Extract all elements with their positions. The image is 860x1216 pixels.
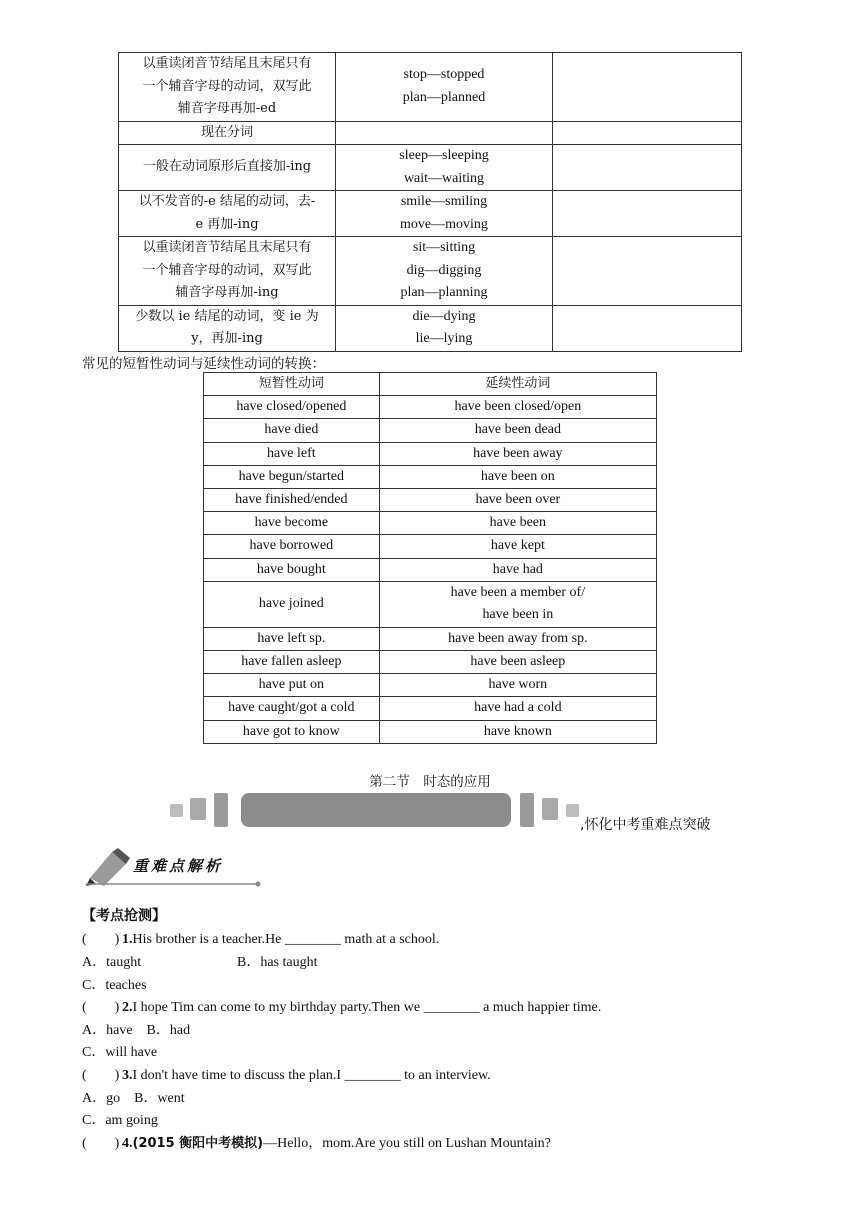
question-1-options-ab bbox=[82, 951, 318, 971]
durative-verb-cell: have been over bbox=[379, 489, 656, 512]
table-row bbox=[204, 465, 657, 488]
option-c[interactable]: C．teaches bbox=[82, 978, 147, 993]
example-cell bbox=[336, 121, 553, 145]
table-row bbox=[204, 627, 657, 650]
table-row bbox=[204, 697, 657, 720]
table-row bbox=[204, 558, 657, 581]
rule-cell bbox=[119, 121, 336, 145]
example-line: stop—stopped bbox=[403, 67, 485, 83]
blank-cell bbox=[553, 305, 742, 351]
rule-line: 现在分词 bbox=[200, 124, 253, 140]
durative-verb-cell: have kept bbox=[379, 535, 656, 558]
momentary-verb-cell: have left sp. bbox=[204, 627, 380, 650]
past-participle-rules-table bbox=[118, 52, 742, 352]
column-header: 延续性动词 bbox=[379, 373, 656, 396]
blank-cell bbox=[553, 121, 742, 145]
rule-row bbox=[119, 145, 742, 191]
banner-text: ,怀化中考重难点突破 bbox=[580, 817, 711, 833]
durative-verb-cell: have been away from sp. bbox=[379, 627, 656, 650]
table-row bbox=[204, 674, 657, 697]
rule-row bbox=[119, 121, 742, 145]
durative-verb-cell: have known bbox=[379, 720, 656, 743]
quiz-heading: 【考点抢测】 bbox=[82, 908, 166, 924]
durative-verb-cell: have been on bbox=[379, 465, 656, 488]
rule-line: 少数以 ie 结尾的动词，变 ie 为 bbox=[135, 308, 319, 324]
example-cell bbox=[336, 305, 553, 351]
rule-cell bbox=[119, 145, 336, 191]
question-3-options-ab[interactable]: A．go B．went bbox=[82, 1091, 185, 1106]
durative-verb-cell: have been dead bbox=[379, 419, 656, 442]
durative-verb-cell: have been closed/open bbox=[379, 396, 656, 419]
blank-cell bbox=[553, 53, 742, 122]
example-line: move—moving bbox=[400, 216, 488, 232]
momentary-verb-cell: have become bbox=[204, 512, 380, 535]
table-row bbox=[204, 419, 657, 442]
question-4-source: (2015 衡阳中考模拟) bbox=[132, 1136, 264, 1151]
verb-conversion-table bbox=[203, 372, 657, 744]
durative-verb-cell: have worn bbox=[379, 674, 656, 697]
example-line: smile—smiling bbox=[400, 194, 488, 209]
section-title: 第二节 时态的应用 bbox=[369, 774, 491, 790]
rule-line: 以重读闭音节结尾且末尾只有 bbox=[142, 56, 312, 71]
rule-line: 辅音字母再加-ed bbox=[177, 101, 277, 116]
rule-line: e 再加-ing bbox=[195, 216, 259, 232]
table-row bbox=[204, 512, 657, 535]
question-2: ( ) 2.I hope Tim can come to my birthday party.Then we ________ a much happier time. bbox=[82, 1000, 602, 1015]
rule-row bbox=[119, 305, 742, 351]
table-row bbox=[204, 489, 657, 512]
rule-cell bbox=[119, 191, 336, 237]
table-row bbox=[204, 581, 657, 627]
rule-row bbox=[119, 237, 742, 306]
option-c[interactable]: C．am going bbox=[82, 1113, 158, 1128]
blank-cell bbox=[553, 237, 742, 306]
example-cell bbox=[336, 191, 553, 237]
momentary-verb-cell: have left bbox=[204, 442, 380, 465]
conversion-heading: 常见的短暂性动词与延续性动词的转换： bbox=[82, 356, 325, 372]
rule-line: y，再加-ing bbox=[191, 331, 263, 346]
question-4: ( ) 4.(2015 衡阳中考模拟)—Hello，mom.Are you still on Lushan Mountain? bbox=[82, 1136, 551, 1151]
example-line: wait—waiting bbox=[403, 170, 485, 186]
durative-verb-cell: have had a cold bbox=[379, 697, 656, 720]
question-2-options-ab[interactable]: A．have B．had bbox=[82, 1023, 191, 1038]
header-row bbox=[204, 373, 657, 396]
blank-cell bbox=[553, 191, 742, 237]
example-cell bbox=[336, 53, 553, 122]
example-line: lie—lying bbox=[415, 331, 473, 346]
rule-line: 一般在动词原形后直接加-ing bbox=[142, 159, 312, 175]
rule-cell bbox=[119, 53, 336, 122]
rule-line: 以不发音的-e 结尾的动词，去- bbox=[138, 194, 316, 209]
section-label: 重难点解析 bbox=[133, 857, 224, 875]
example-line: plan—planned bbox=[402, 89, 486, 105]
rule-line: 一个辅音字母的动词，双写此 bbox=[142, 78, 312, 94]
rule-line: 以重读闭音节结尾且末尾只有 bbox=[142, 240, 312, 255]
rule-cell bbox=[119, 305, 336, 351]
momentary-verb-cell: have closed/opened bbox=[204, 396, 380, 419]
question-3: ( ) 3.I don't have time to discuss the plan.I ________ to an interview. bbox=[82, 1068, 491, 1083]
table-row bbox=[204, 651, 657, 674]
durative-verb-cell: have been away bbox=[379, 442, 656, 465]
durative-verb-cell: have had bbox=[379, 558, 656, 581]
durative-verb-cell: have been asleep bbox=[379, 651, 656, 674]
rule-row bbox=[119, 191, 742, 237]
table-row bbox=[204, 396, 657, 419]
durative-verb-cell: have been a member of/ have been in bbox=[379, 581, 656, 627]
example-line: die—dying bbox=[412, 308, 476, 324]
question-1: ( ) 1.His brother is a teacher.He ________ math at a school. bbox=[82, 932, 440, 947]
momentary-verb-cell: have borrowed bbox=[204, 535, 380, 558]
option-b[interactable]: B．has taught bbox=[237, 955, 318, 970]
example-line: sleep—sleeping bbox=[399, 148, 489, 163]
option-a[interactable]: A．taught bbox=[82, 955, 142, 970]
momentary-verb-cell: have got to know bbox=[204, 720, 380, 743]
example-line: sit—sitting bbox=[412, 240, 476, 255]
example-line: dig—digging bbox=[406, 262, 482, 278]
option-c[interactable]: C．will have bbox=[82, 1045, 158, 1060]
momentary-verb-cell: have put on bbox=[204, 674, 380, 697]
rule-line: 辅音字母再加-ing bbox=[175, 285, 279, 300]
table-row bbox=[204, 442, 657, 465]
momentary-verb-cell: have finished/ended bbox=[204, 489, 380, 512]
rule-cell bbox=[119, 237, 336, 306]
example-line: plan—planning bbox=[400, 285, 488, 300]
blank-cell bbox=[553, 145, 742, 191]
table-row bbox=[204, 720, 657, 743]
momentary-verb-cell: have bought bbox=[204, 558, 380, 581]
momentary-verb-cell: have died bbox=[204, 419, 380, 442]
rule-row bbox=[119, 53, 742, 122]
durative-verb-cell: have been bbox=[379, 512, 656, 535]
column-header: 短暂性动词 bbox=[204, 373, 380, 396]
momentary-verb-cell: have fallen asleep bbox=[204, 651, 380, 674]
rule-line: 一个辅音字母的动词，双写此 bbox=[142, 262, 312, 278]
momentary-verb-cell: have begun/started bbox=[204, 465, 380, 488]
example-cell bbox=[336, 237, 553, 306]
momentary-verb-cell: have caught/got a cold bbox=[204, 697, 380, 720]
table-row bbox=[204, 535, 657, 558]
example-cell bbox=[336, 145, 553, 191]
momentary-verb-cell: have joined bbox=[204, 581, 380, 627]
